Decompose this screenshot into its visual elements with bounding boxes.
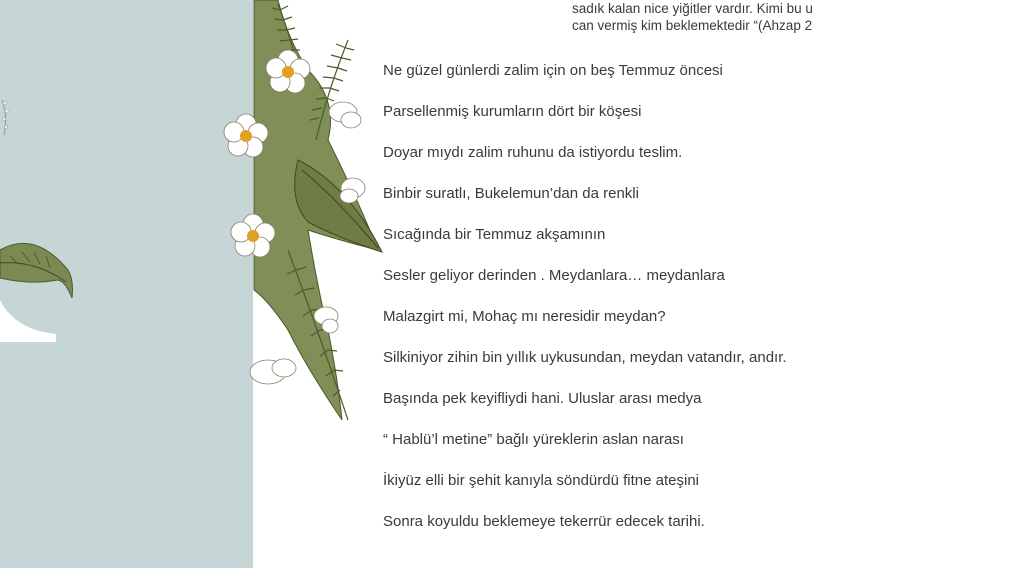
poem-line: Başında pek keyifliydi hani. Uluslar arası medya — [383, 390, 702, 407]
botanical-flower-fern-illustration — [218, 0, 388, 430]
slide-bottom-edge — [0, 568, 1024, 575]
white-curve-shape — [0, 300, 60, 345]
top-quote-line: sadık kalan nice yiğitler vardır. Kimi bu u — [572, 1, 813, 16]
top-quote-text — [572, 0, 1024, 34]
poem-line: Silkiniyor zihin bin yıllık uykusundan, meydan vatandır, andır. — [383, 349, 787, 366]
poem-line: Parsellenmiş kurumların dört bir köşesi — [383, 103, 642, 120]
poem-line: Sesler geliyor derinden . Meydanlara… meydanlara — [383, 267, 725, 284]
poem-line: Doyar mıydı zalim ruhunu da istiyordu teslim. — [383, 144, 683, 161]
poem-line: Ne güzel günlerdi zalim için on beş Temmuz öncesi — [383, 62, 723, 79]
leaf-icon — [0, 230, 80, 310]
poem-body — [383, 61, 1003, 553]
poem-line: Malazgirt mi, Mohaç mı neresidir meydan? — [383, 308, 666, 325]
poem-line: İkiyüz elli bir şehit kanıyla söndürdü fitne ateşini — [383, 472, 699, 489]
poem-line: “ Hablü’l metine” bağlı yüreklerin aslan narası — [383, 431, 684, 448]
left-decorative-panel — [0, 0, 253, 568]
poem-line: Sonra koyuldu beklemeye tekerrür edecek tarihi. — [383, 513, 705, 530]
top-quote-line: can vermiş kim beklemektedir “(Ahzap 2 — [572, 18, 813, 33]
poem-line: Sıcağında bir Temmuz akşamının — [383, 226, 606, 243]
sprig-icon — [0, 95, 20, 155]
poem-line: Binbir suratlı, Bukelemun’dan da renkli — [383, 185, 639, 202]
